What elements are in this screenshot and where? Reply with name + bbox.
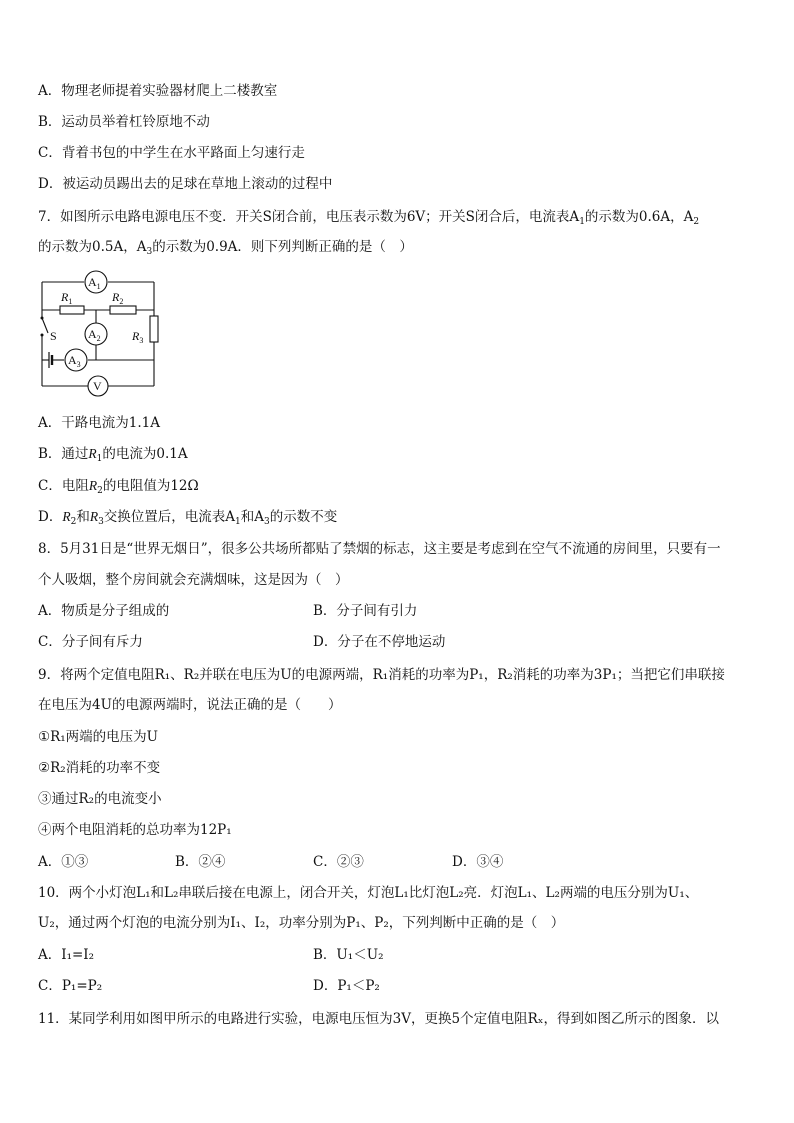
switch-label: S (50, 329, 57, 343)
svg-text:R1: $R_1$ (61, 290, 73, 306)
q7-option-b: B．通过$R_1$的电流为0.1A (38, 446, 188, 464)
q10-stem-line1: 10．两个小灯泡L₁和L₂串联后接在电源上，闭合开关，灯泡L₁比灯泡L₂亮．灯泡L₁、L₂两端的电压分别为U₁、 (38, 885, 699, 901)
q9-option-c: C．②③ (313, 854, 364, 870)
q7-option-a: A．干路电流为1.1A (38, 415, 160, 431)
svg-text:R2: $R_2$ (112, 290, 124, 306)
q7-option-c: C．电阻$R_2$的电阻值为12Ω (38, 478, 199, 496)
q10-option-c: C．P₁=P₂ (38, 978, 103, 994)
q9-statement-4: ④两个电阻消耗的总功率为12P₁ (38, 822, 232, 838)
q6-option-b: B．运动员举着杠铃原地不动 (38, 114, 210, 130)
resistor-r3-label: R (132, 329, 140, 343)
voltmeter-label: V (93, 379, 102, 393)
q8-option-b: B．分子间有引力 (313, 603, 418, 619)
q10-option-a: A．I₁=I₂ (38, 947, 95, 963)
q6-option-c: C．背着书包的中学生在水平路面上匀速行走 (38, 145, 305, 161)
svg-text:A3: $A_3$ (68, 353, 81, 369)
q6-option-a: A．物理老师提着实验器材爬上二楼教室 (38, 83, 278, 99)
svg-text:A1: $A_1$ (88, 275, 101, 291)
q7-stem-line2: 的示数为0.5A，$A_3$的示数为0.9A．则下列判断正确的是（ ） (38, 239, 413, 257)
q9-option-d: D．③④ (452, 854, 504, 870)
q10-stem-line2: U₂，通过两个灯泡的电流分别为I₁、I₂，功率分别为P₁、P₂，下列判断中正确的是（ ） (38, 915, 565, 931)
q9-option-a: A．①③ (38, 854, 89, 870)
q8-option-c: C．分子间有斥力 (38, 634, 143, 650)
q9-option-b: B．②④ (175, 854, 226, 870)
q8-option-a: A．物质是分子组成的 (38, 603, 170, 619)
q9-stem-line1: 9．将两个定值电阻R₁、R₂并联在电压为U的电源两端，R₁消耗的功率为P₁，R₂消耗的功率为3P₁；当把它们串联接 (38, 667, 725, 683)
q11-stem-line1: 11．某同学利用如图甲所示的电路进行实验，电源电压恒为3V，更换5个定值电阻Rₓ，得到如图乙所示的图象．以 (38, 1011, 719, 1027)
q6-option-d: D．被运动员踢出去的足球在草地上滚动的过程中 (38, 176, 333, 192)
q7-circuit-diagram (36, 268, 166, 398)
q10-option-d: D．P₁＜P₂ (313, 978, 380, 994)
resistor-r2-label: R (112, 290, 120, 304)
resistor-r1-label: R (61, 290, 69, 304)
svg-text:R3: $R_3$ (132, 329, 144, 345)
q7-option-d: D．$R_2$和$R_3$交换位置后，电流表$A_1$和$A_3$的示数不变 (38, 509, 338, 527)
ammeter-a3-label: A (68, 353, 77, 367)
svg-text:A2: $A_2$ (88, 327, 101, 343)
q9-statement-1: ①R₁两端的电压为U (38, 729, 159, 745)
q7-stem-line1: 7．如图所示电路电源电压不变．开关S闭合前，电压表示数为6V；开关S闭合后，电流表$A_1$的示数为0.6A，$A_2$ (38, 209, 700, 227)
ammeter-a1-label: A (88, 275, 97, 289)
q9-stem-line2: 在电压为4U的电源两端时，说法正确的是（ ） (38, 697, 342, 713)
q9-statement-3: ③通过R₂的电流变小 (38, 791, 162, 807)
q8-stem-line2: 个人吸烟，整个房间就会充满烟味，这是因为（ ） (38, 572, 349, 588)
ammeter-a2-label: A (88, 327, 97, 341)
q9-statement-2: ②R₂消耗的功率不变 (38, 760, 161, 776)
q8-option-d: D．分子在不停地运动 (313, 634, 446, 650)
q8-stem-line1: 8．5月31日是“世界无烟日”，很多公共场所都贴了禁烟的标志，这主要是考虑到在空气不流通的房间里，只要有一 (38, 541, 721, 557)
q10-option-b: B．U₁＜U₂ (313, 947, 384, 963)
